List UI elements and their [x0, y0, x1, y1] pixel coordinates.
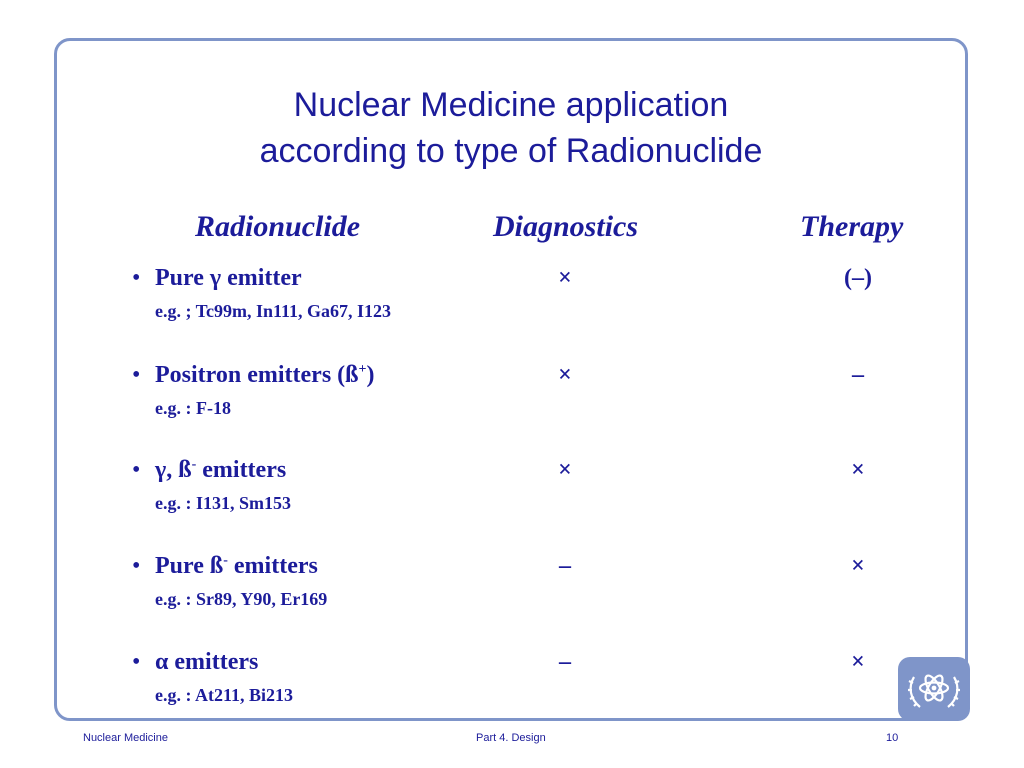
slide-title [54, 82, 968, 174]
header-diagnostics: Diagnostics [493, 210, 639, 243]
radionuclide-name-suffix: emitters [227, 553, 318, 579]
table-row [0, 553, 1024, 643]
table-row [0, 265, 1024, 355]
radionuclide-name-text: Pure ß [155, 553, 224, 579]
radionuclide-name [155, 553, 318, 580]
therapy-cell: × [851, 457, 865, 483]
therapy-cell: – [852, 362, 864, 388]
atom-laurel-emblem-icon [898, 657, 970, 721]
radionuclide-name-suffix: ) [366, 362, 375, 388]
page-number: 10 [886, 732, 899, 744]
diagnostics-cell: × [558, 457, 572, 483]
diagnostics-cell: – [559, 649, 571, 675]
table-row [0, 362, 1024, 452]
table-row [0, 649, 1024, 739]
radionuclide-name [155, 649, 258, 676]
diagnostics-cell: × [558, 362, 572, 388]
therapy-cell: (–) [844, 265, 872, 291]
radionuclide-name-suffix: emitters [196, 457, 287, 483]
radionuclide-name [155, 362, 375, 389]
footer-center: Part 4. Design [476, 732, 546, 744]
radionuclide-example: e.g. : F-18 [155, 398, 231, 418]
radionuclide-name-text: Positron emitters (ß [155, 362, 359, 388]
bullet: • [132, 457, 141, 483]
radionuclide-name-sup: - [191, 457, 197, 472]
header-radionuclide: Radionuclide [195, 210, 361, 243]
radionuclide-example: e.g. : I131, Sm153 [155, 493, 291, 513]
radionuclide-name [155, 265, 302, 292]
title-line-1: Nuclear Medicine application [293, 86, 729, 124]
radionuclide-name-sup: - [223, 553, 228, 568]
atom-emblem-graphic [898, 657, 970, 721]
therapy-cell: × [851, 553, 865, 579]
radionuclide-name-text: α emitters [155, 649, 259, 675]
diagnostics-cell: × [558, 265, 572, 291]
radionuclide-name-text: Pure γ emitter [155, 265, 302, 291]
radionuclide-example: e.g. : At211, Bi213 [155, 685, 293, 705]
header-therapy: Therapy [800, 210, 904, 243]
bullet: • [132, 553, 141, 579]
radionuclide-name-text: γ, ß [155, 457, 192, 483]
bullet: • [132, 265, 141, 291]
radionuclide-name [155, 457, 286, 484]
radionuclide-example: e.g. ; Tc99m, In111, Ga67, I123 [155, 301, 392, 321]
footer-left: Nuclear Medicine [83, 732, 168, 744]
diagnostics-cell: – [559, 553, 571, 579]
radionuclide-example: e.g. : Sr89, Y90, Er169 [155, 589, 328, 609]
bullet: • [132, 649, 141, 675]
bullet: • [132, 362, 141, 388]
title-line-2: according to type of Radionuclide [259, 132, 763, 170]
radionuclide-name-sup: + [358, 362, 367, 377]
table-row [0, 457, 1024, 547]
therapy-cell: × [851, 649, 865, 675]
